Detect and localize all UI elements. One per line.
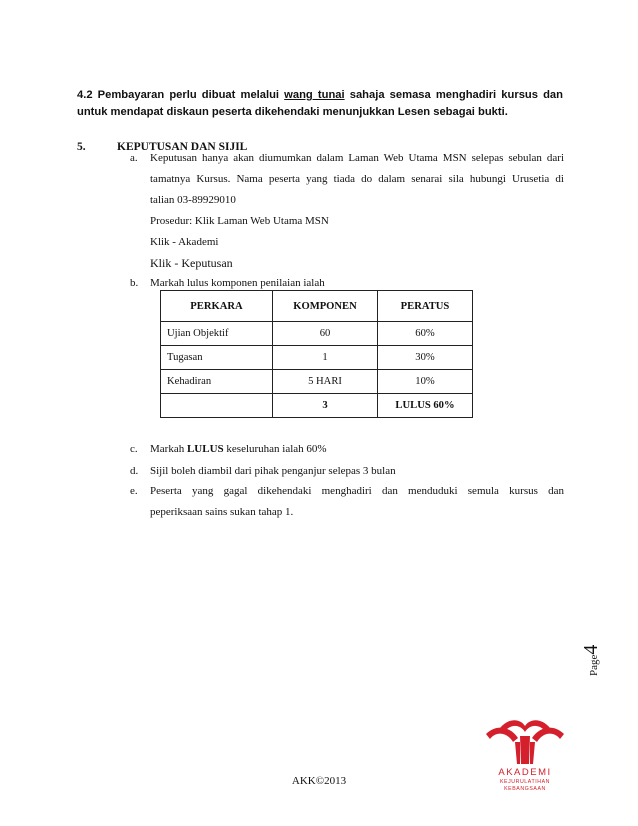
table-header-row [161,291,473,322]
section-title: KEPUTUSAN DAN SIJIL [117,141,248,153]
table-cell [161,394,273,418]
text-line: peperiksaan sains sukan tahap 1. [150,506,294,518]
akademi-logo [480,712,570,802]
table-cell: LULUS 60% [378,394,473,418]
table-cell: Ujian Objektif [161,322,273,346]
table-cell: 60 [273,322,378,346]
table-cell: 60% [378,322,473,346]
logo-text-line3: KEBANGSAAN [504,786,546,792]
item-text: Markah lulus komponen penilaian ialah [150,277,325,289]
text-line: tamatnya Kursus. Nama peserta yang tiada do dalam senarai sila hubungi Urusetia di [150,173,564,185]
text-line: Keputusan hanya akan diumumkan dalam Laman Web Utama MSN selepas sebulan dari [150,152,564,164]
table-cell: 10% [378,370,473,394]
table-cell: 3 [273,394,378,418]
text-bold: LULUS [186,443,224,455]
text-post: keseluruhan ialah 60% [223,443,327,455]
item-label: a. [130,152,138,164]
logo-text-line1: AKADEMI [498,767,552,778]
item-text [150,148,564,274]
table-cell: Kehadiran [161,370,273,394]
text-line: Klik - Keputusan [150,256,233,270]
paragraph-underlined: wang tunai [284,89,345,101]
column-header: KOMPONEN [273,291,378,322]
table-cell: 5 HARI [273,370,378,394]
table-row [161,322,473,346]
table-cell: 30% [378,346,473,370]
item-label: e. [130,485,138,497]
footer-copyright: AKK©2013 [291,775,347,787]
logo-text-line2: KEJURULATIHAN [499,779,551,785]
table-total-row [161,394,473,418]
item-label: b. [130,277,139,289]
item-text [150,439,327,460]
text-line: talian 03-89929010 [150,194,236,206]
paragraph-4-2 [77,87,563,121]
item-label: c. [130,443,138,455]
table-cell: Tugasan [161,346,273,370]
paragraph-rest: sahaja semasa menghadiri kursus dan untuk mendapat diskaun peserta dikehendaki menunjukkan Lesen sebagai bukti. [77,89,563,118]
page-word: Page [588,654,600,676]
item-text: Sijil boleh diambil dari pihak penganjur selepas 3 bulan [150,465,396,477]
page-number-label [580,616,610,676]
column-header: PERATUS [378,291,473,322]
text-line: Klik - Akademi [150,236,219,248]
table-row [161,370,473,394]
table-row [161,346,473,370]
item-label: d. [130,465,139,477]
marks-table [160,290,473,418]
page-number: 4 [580,644,602,655]
text-line: Prosedur: Klik Laman Web Utama MSN [150,215,329,227]
item-text [150,481,564,523]
text-line: Peserta yang gagal dikehendaki menghadiri dan menduduki semula kursus dan [150,485,564,497]
table-cell: 1 [273,346,378,370]
section-number: 5. [77,141,86,153]
text-pre: Markah [150,443,187,455]
column-header: PERKARA [161,291,273,322]
paragraph-lead: 4.2 Pembayaran perlu dibuat melalui [77,89,285,101]
